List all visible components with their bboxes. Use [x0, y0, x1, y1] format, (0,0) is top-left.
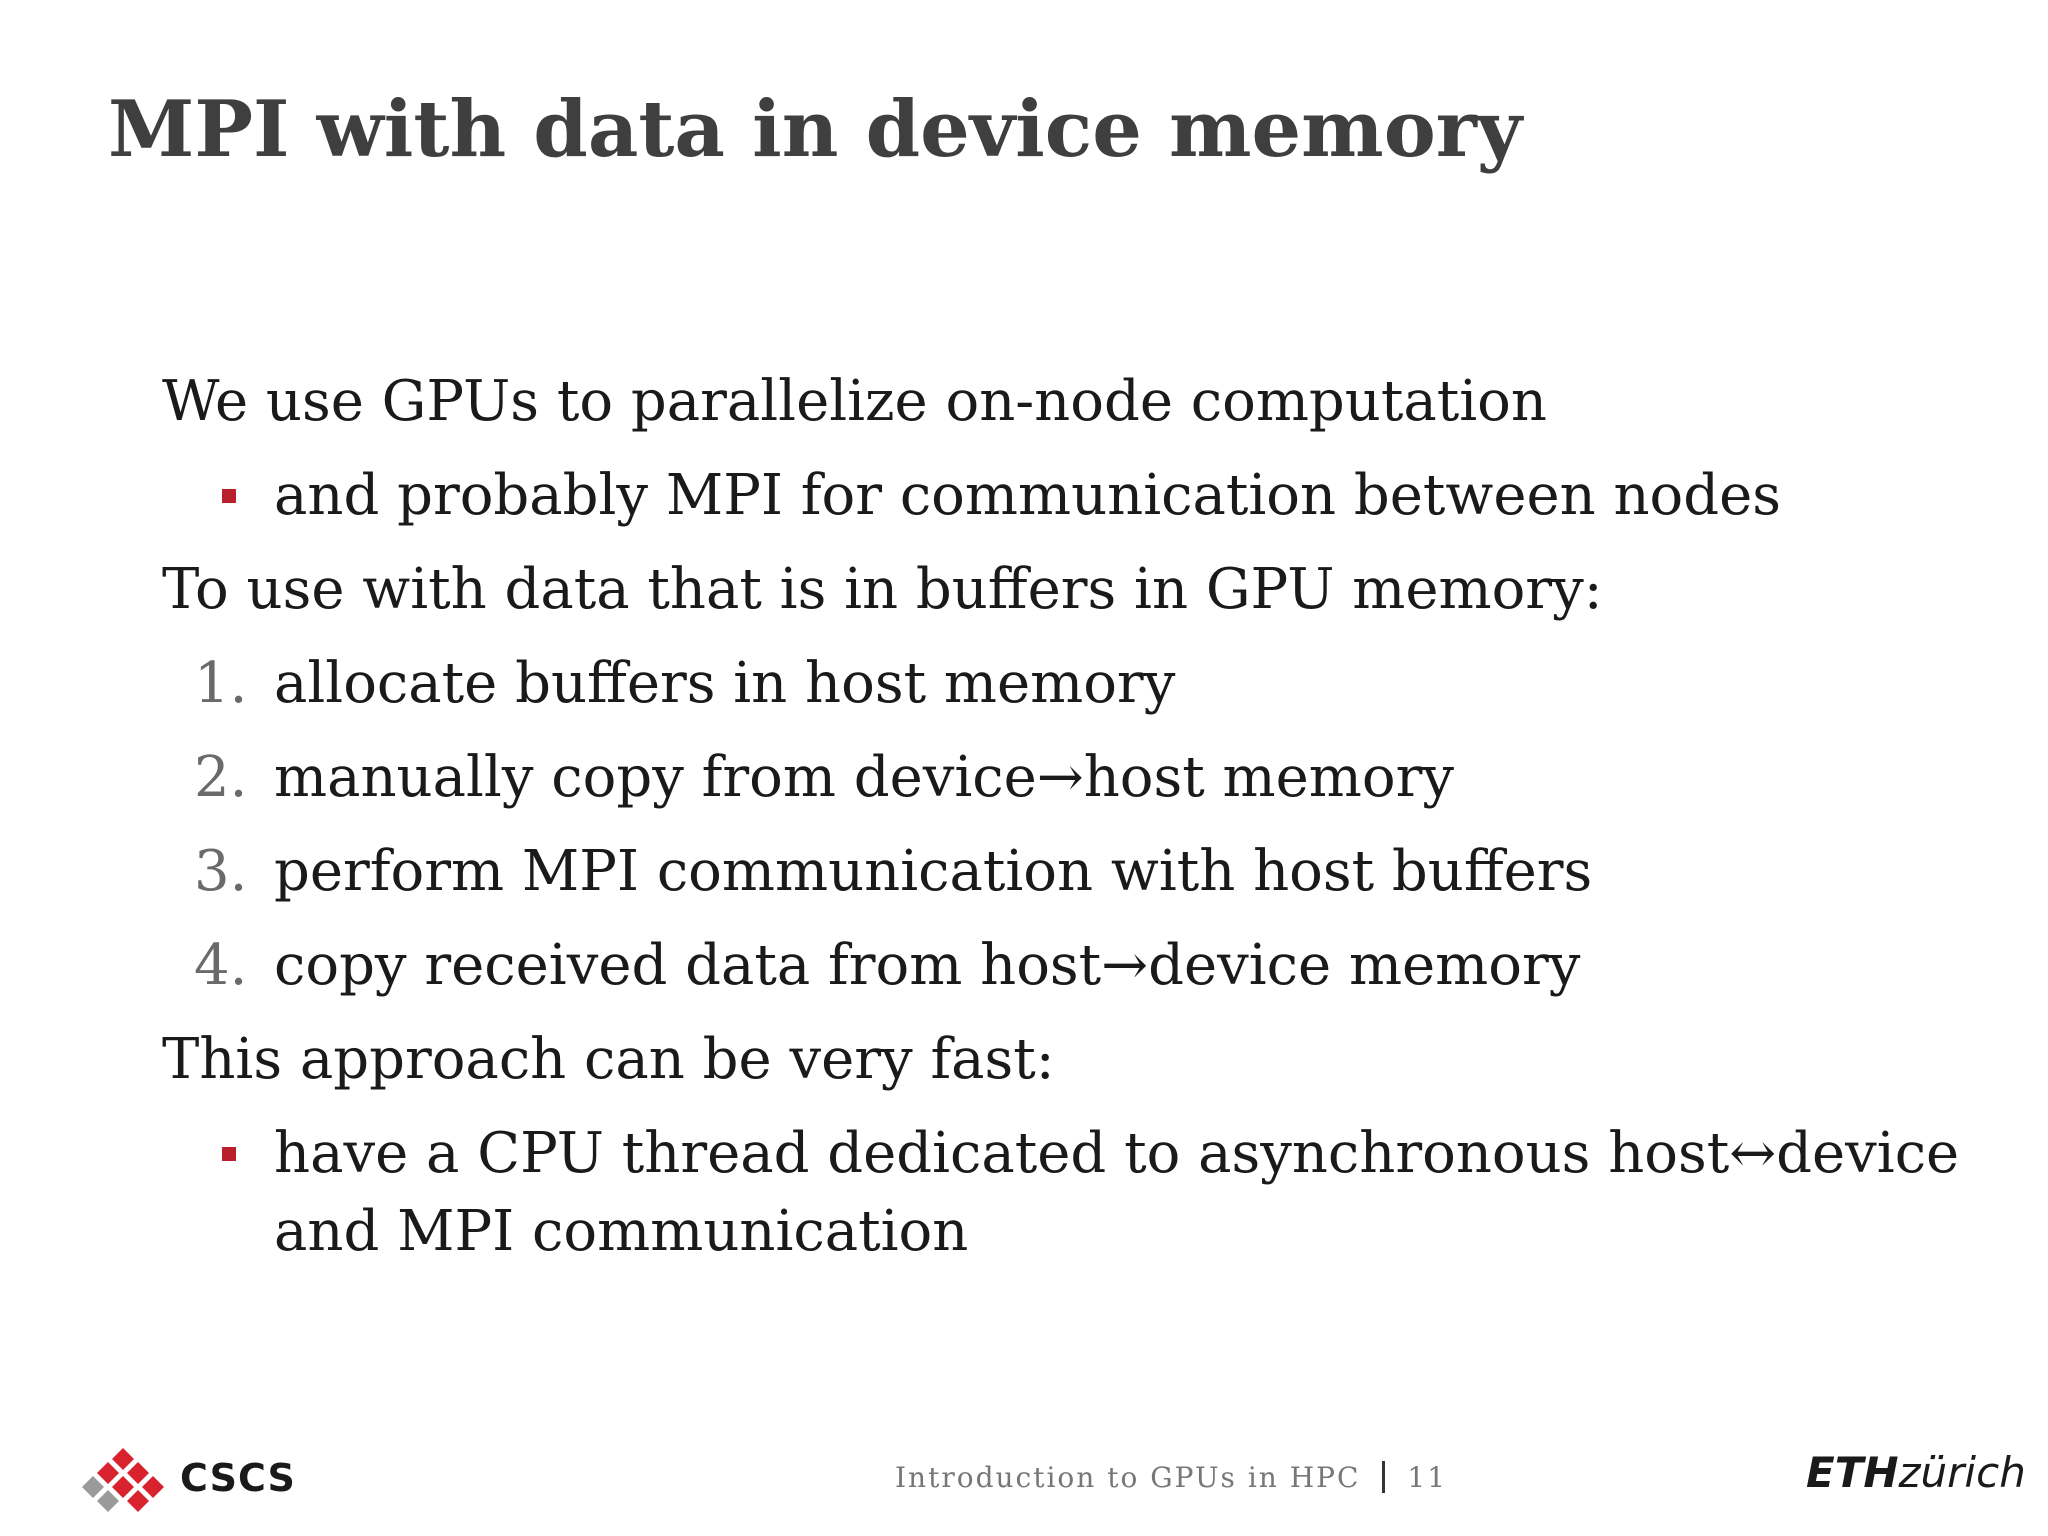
slide-footer: [0, 1420, 2048, 1530]
square-bullet-icon: [222, 1147, 236, 1161]
item-text: copy received data from host→device memory: [274, 933, 1581, 998]
item-number: 4.: [194, 933, 248, 998]
eth-logo-light: zürich: [1898, 1448, 2026, 1497]
footer-caption: [895, 1458, 1447, 1498]
item-text: allocate buffers in host memory: [274, 651, 1176, 716]
eth-logo-bold: ETH: [1806, 1448, 1899, 1497]
body-paragraph: To use with data that is in buffers in GPU memory:: [162, 557, 1603, 622]
body-paragraph: We use GPUs to parallelize on-node computation: [162, 369, 1547, 434]
numbered-item: [162, 637, 1962, 731]
item-number: 1.: [194, 651, 248, 716]
page-number: 11: [1407, 1461, 1448, 1494]
numbered-item: [162, 731, 1962, 825]
cscs-logo-text: CSCS: [180, 1456, 296, 1500]
numbered-item: [162, 825, 1962, 919]
footer-separator: [1382, 1461, 1385, 1493]
item-text: manually copy from device→host memory: [274, 745, 1454, 810]
item-number: 3.: [194, 839, 248, 904]
bullet-item: [162, 449, 1962, 543]
bullet-item: [162, 1107, 1994, 1279]
body-paragraph: This approach can be very fast:: [162, 1027, 1055, 1092]
item-text: perform MPI communication with host buffers: [274, 839, 1593, 904]
cscs-diamond-logo-icon: [78, 1444, 168, 1514]
item-number: 2.: [194, 745, 248, 810]
slide-body: [162, 355, 1962, 1279]
square-bullet-icon: [222, 489, 236, 503]
eth-zurich-logo: [1806, 1448, 2026, 1498]
slide-title: MPI with data in device memory: [108, 84, 1523, 175]
bullet-text: have a CPU thread dedicated to asynchronous host↔device and MPI communication: [274, 1121, 1960, 1264]
numbered-item: [162, 919, 1962, 1013]
footer-talk-title: Introduction to GPUs in HPC: [895, 1461, 1361, 1494]
bullet-text: and probably MPI for communication between nodes: [274, 463, 1781, 528]
